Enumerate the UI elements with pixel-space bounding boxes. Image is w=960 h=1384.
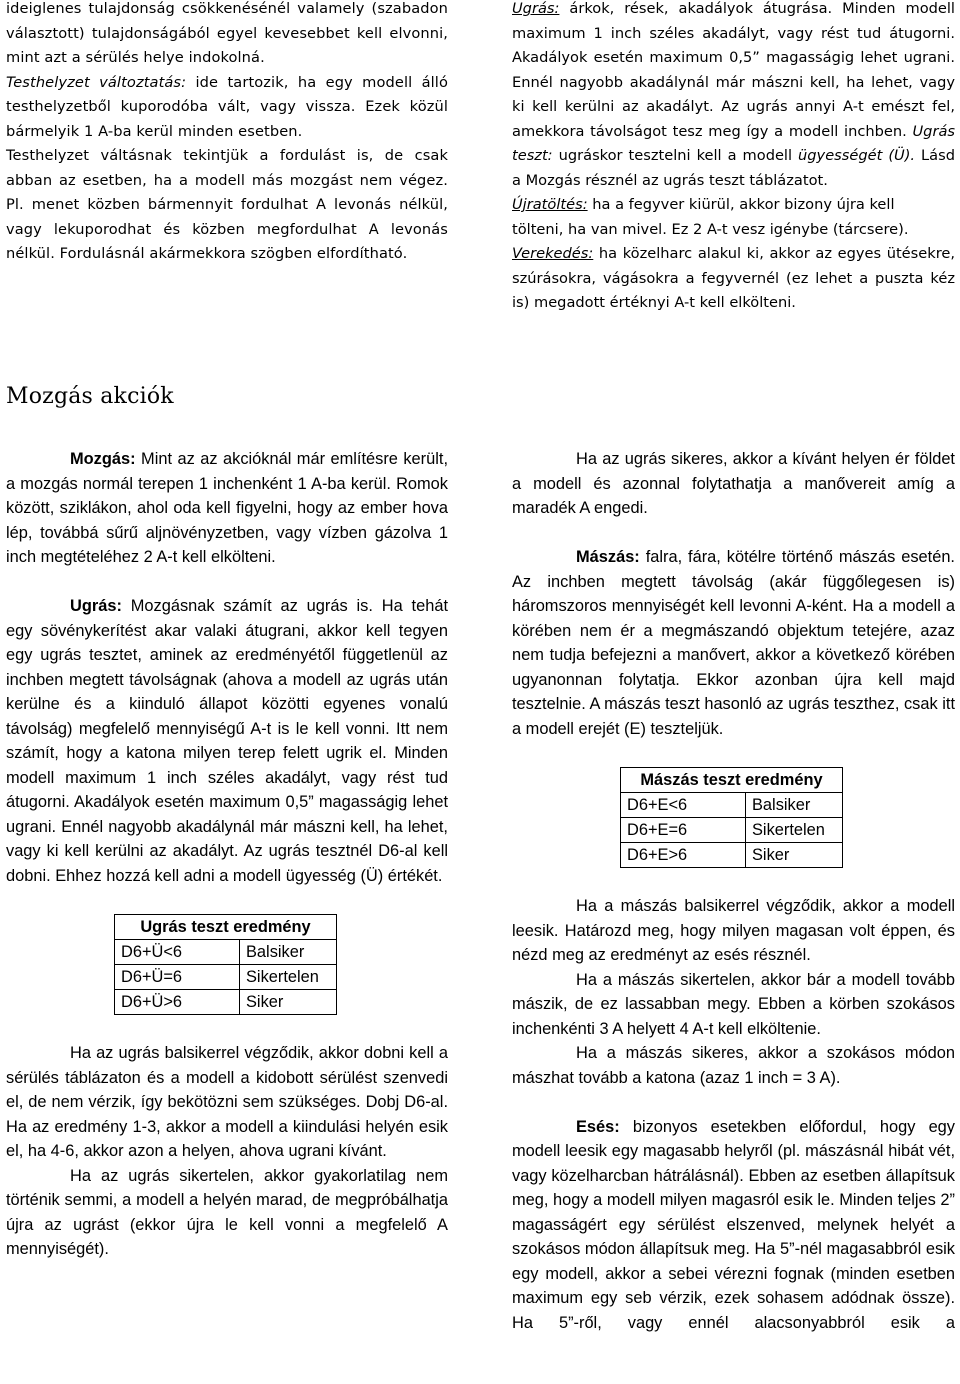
ugras-sikertelen-paragraph: Ha az ugrás sikertelen, akkor gyakorlatilag nem történik semmi, a modell a helyén marad, de megpróbálhatja újra az ugrást (ekkor újra le kell vonni a megfelelő A mennyiségét). [6,1166,448,1258]
intro-paragraph: ideiglenes tulajdonság csökkenésénél valamely (szabadon választott) tulajdonságából egyel kevesebbet kell elvonni, mint azt a sérülés helye indokolná. [6,0,448,66]
ugras-table-header: Ugrás teszt eredmény [115,915,337,940]
mozgas-label: Mozgás: [70,450,136,468]
ugras-teszt-table [114,914,337,1015]
table-cell: Siker [240,990,337,1015]
top-right-column [512,0,955,316]
table-row [621,793,843,818]
table-row [115,940,337,965]
ugras-teszt-label: Ugrás teszt: [512,122,955,164]
table-cell: Siker [746,843,843,868]
maszas-sikertelen-paragraph: Ha a mászás sikertelen, akkor bár a modell tovább mászik, de ez lassabban megy. Ebben a körben szokásos inchenkénti 3 A helyett 4 A-t kell elköltenie. [512,970,955,1038]
mozgas-text: Mint az az akcióknál már említésre került, a mozgás normál terepen 1 inchenként 1 A-ba kerül. Romok között, sziklákon, ahol oda kell figyelni, hogy az ember hova lép, továbbá sűrű aljnövényzetben, vagy vízben gázolva 1 inch megtételéhez 2 A-t kell elkölteni. [6,450,448,566]
ugras-section-text: Mozgásnak számít az ugrás is. Ha tehát egy sövénykerítést akar valaki átugrani, akkor kell tegyen egy ugrás tesztet, aminek az eredményétől függetlenül az inchben megtett távolságnak (ahova a modell az ugrás után kerülne és a kiinduló állapot közötti egyenes vonalú távolság) megfelelő mennyiségű A-t is le kell vonni. Itt nem számít, hogy a katona milyen terep felett ugrik el. Minden modell maximum 1 inch széles akadályt, vagy rést tud átugorni. Akadályok esetén maximum 0,5” magasságig lehet ugrani. Ennél nagyobb akadálynál már mászni kell, ha lehet, vagy ki kell kerülni az akadályt. Az ugrás tesztnél D6-al kell dobni. Ehhez hozzá kell adni a modell ügyesség (Ü) értékét. [6,597,448,885]
ujratoltes-a: ha a fegyver kiürül, akkor bizony újra kell [587,196,895,213]
table-row [621,843,843,868]
maszas-sikeres-paragraph: Ha a mászás sikeres, akkor a szokásos módon mászhat tovább a katona (azaz 1 inch = 3 A). [512,1044,955,1087]
table-cell: Sikertelen [240,965,337,990]
table-cell: D6+E=6 [621,818,746,843]
maszas-label: Mászás: [576,548,640,566]
left-column [6,447,448,1262]
mozgas-paragraph [6,447,448,570]
testhelyzet-paragraph [6,71,448,145]
ujratoltes-paragraph [512,193,955,218]
table-row [621,818,843,843]
maszas-table-header: Mászás teszt eredmény [621,768,843,793]
testhelyzet-label: Testhelyzet változtatás: [6,73,187,91]
table-cell: D6+E>6 [621,843,746,868]
ugras-sikeres-paragraph: Ha az ugrás sikeres, akkor a kívánt helyen ér földet a modell és azonnal folytathatja a manővereit amíg a maradék A engedi. [512,450,955,517]
table-cell: Balsiker [746,793,843,818]
ugras-paragraph [6,594,448,888]
table-cell: D6+Ü<6 [115,940,240,965]
verekedes-paragraph [512,242,955,316]
testhelyzet-text-c: Pl. menet közben bármennyit fordulhat A levonás nélkül, vagy lekuporodhat és közben megfordulhat A levonás nélkül. Fordulásnál akármekkora szögben elfordítható. [6,196,448,262]
ugras-label: Ugrás: [512,0,560,17]
eses-text: bizonyos esetekben előfordul, hogy egy modell leesik egy magasabb helyről (pl. mászásnál hibát vét, vagy közelharcban hátrálásnál). Ebben az esetben állapítsuk meg, hogy a modell milyen magasról esik le. Minden teljes 2” magasságért egy sérülést elszenved, melynek helyét a szokásos módon állapítsuk meg. Ha 5”-nél magasabbról esik egy modell, akkor a sebei vérezni fognak (minden esetben maximum egy seb vérzik, ezek sohasem adódnak össze). Ha 5”-ről, vagy ennél alacsonyabbról esik a [512,1117,955,1332]
right-column [512,447,955,1335]
ujratoltes-paragraph-b: tölteni, ha van mivel. Ez 2 A-t vesz igénybe (tárcsere). [512,220,909,238]
verekedes-label: Verekedés: [512,245,594,262]
ugras-def-paragraph [512,0,955,193]
maszas-text: falra, fára, kötélre történő mászás esetén. Az inchben megtett távolság (akár függőlegesen is) háromszoros mennyiségét kell levonni A-ként. Ha a modell a körében nem ér a megmászandó objektum tetejére, azaz nem tudja befejezni a manővert, akkor a következő körében ugyanonnan folytatja. Ekkor azonban újra kell majd tesztelnie. A mászás teszt hasonló az ugrás teszthez, csak itt a modell erejét (E) teszteljük. [512,548,955,738]
table-cell: Balsiker [240,940,337,965]
table-row [115,990,337,1015]
table-cell: D6+E<6 [621,793,746,818]
ugras-balsiker-paragraph: Ha az ugrás balsikerrel végződik, akkor dobni kell a sérülés táblázaton és a modell a kidobott sérülést szenvedi el, de nem vérzik, így bekötözni sem szükséges. Dobj D6-al. Ha az eredmény 1-3, akkor a modell a kiindulási helyén esik el, ha 4-6, akkor azon a helyen, ahova ugrani kívánt. [6,1044,448,1160]
section-title: Mozgás akciók [6,384,174,409]
table-cell: D6+Ü>6 [115,990,240,1015]
maszas-balsiker-paragraph: Ha a mászás balsikerrel végződik, akkor a modell leesik. Határozd meg, hogy milyen magasan volt éppen, és nézd meg az eredményt az esés résznél. [512,897,955,964]
ugras-def-b: Minden modell maximum 1 inch széles akadályt, vagy rést tud átugorni. Akadályok esetén maximum 0,5” magasságig lehet ugrani. Ennél nagyobb akadálynál már mászni kell, ha lehet, vagy ki kell kerülni az akadályt. Az ugrás annyi A-t emészt fel, amekkora távolságot tesz meg így a modell inchben. [512,0,955,140]
eses-paragraph [512,1115,955,1336]
testhelyzet-text-a: ide tartozik, ha egy modell álló testhelyzetből kuporodóba vált, vagy vissza. Ezek közül bármelyik 1 A-ba kerül minden esetben. [6,73,448,140]
ugyesseg-term: ügyességét (Ü). [798,147,916,164]
ugras-teszt-b: Lásd a Mozgás résznél az ugrás teszt táblázatot. [512,147,955,189]
table-row [115,965,337,990]
maszas-teszt-table [620,767,843,868]
ujratoltes-label: Újratöltés: [512,196,588,213]
top-left-column [6,0,448,267]
maszas-paragraph [512,545,955,741]
verekedes-text: ha közelharc alakul ki, akkor az egyes ütésekre, szúrásokra, vágásokra a fegyvernél (ez lehet a puszta kéz is) megadott értéknyi A-t kell elkölteni. [512,245,955,311]
eses-label: Esés: [576,1117,620,1136]
table-cell: D6+Ü=6 [115,965,240,990]
testhelyzet-paragraph-b [6,144,448,267]
ugras-teszt-a: ugráskor tesztelni kell a modell [552,147,799,164]
ugras-section-label: Ugrás: [70,597,122,615]
ugras-def-a: árkok, rések, akadályok átugrása. [559,0,833,17]
testhelyzet-text-b: Testhelyzet váltásnak tekintjük a fordulást is, de csak abban az esetben, ha a modell más mozgást nem végez. [6,147,448,189]
table-cell: Sikertelen [746,818,843,843]
